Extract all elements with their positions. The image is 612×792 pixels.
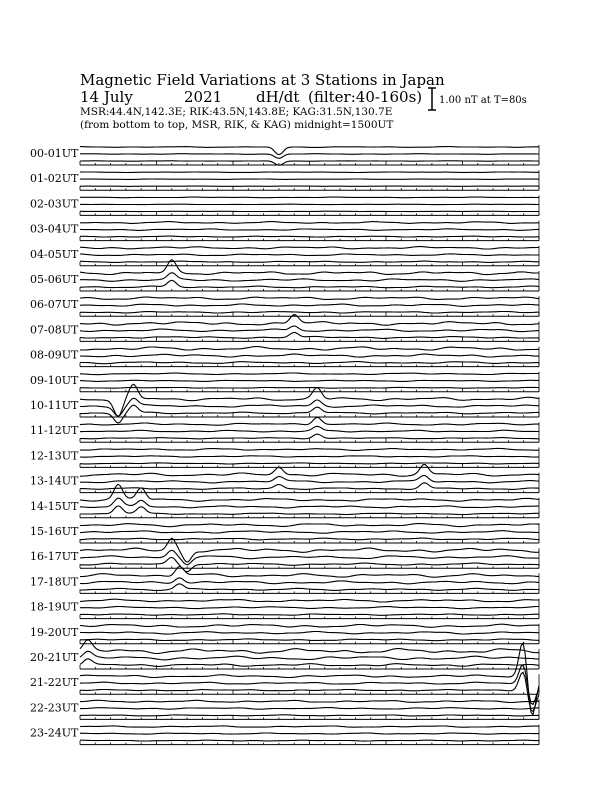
trace-rik [80, 550, 539, 564]
trace-msr [80, 434, 539, 439]
trace-kag [80, 197, 539, 198]
hour-label: 10-11UT [30, 399, 79, 412]
trace-msr [80, 387, 539, 388]
hour-label: 18-19UT [30, 600, 79, 614]
quantity-label: dH/dt [256, 88, 300, 106]
trace-rik [80, 380, 539, 381]
hour-label: 21-22UT [30, 676, 79, 690]
hour-label: 00-01UT [30, 147, 79, 160]
trace-rik [80, 254, 539, 256]
trace-rik [80, 154, 539, 159]
trace-rik [80, 229, 539, 231]
hour-label: 04-05UT [30, 247, 79, 261]
hour-label: 17-18UT [30, 575, 79, 589]
trace-msr [80, 557, 539, 571]
hour-label: 03-04UT [30, 222, 79, 236]
trace-rik [80, 607, 539, 609]
trace-rik [80, 708, 539, 710]
trace-rik [80, 426, 539, 432]
hour-label: 19-20UT [30, 625, 79, 639]
date-label: 14 July [80, 88, 133, 106]
trace-kag [80, 373, 539, 375]
trace-rik [80, 733, 539, 734]
hour-label: 07-08UT [30, 323, 79, 337]
station-order-note: (from bottom to top, MSR, RIK, & KAG) midnight=1500UT [80, 119, 394, 131]
trace-kag [80, 222, 539, 224]
station-coordinates: MSR:44.4N,142.3E; RIK:43.5N,143.8E; KAG:31.5N,130.7E [80, 106, 393, 118]
hour-label: 16-17UT [30, 550, 79, 564]
trace-msr [80, 715, 539, 716]
trace-kag [80, 624, 539, 627]
trace-msr [80, 538, 539, 540]
trace-msr [80, 236, 539, 237]
trace-rik [80, 354, 539, 357]
trace-kag [80, 172, 539, 173]
trace-kag [80, 599, 539, 602]
trace-kag [80, 247, 539, 249]
trace-rik [80, 665, 539, 705]
trace-kag [80, 297, 539, 299]
hour-label: 22-23UT [30, 701, 79, 715]
trace-rik [80, 632, 539, 635]
hour-label: 05-06UT [30, 273, 79, 286]
trace-rik [80, 204, 539, 205]
trace-kag [80, 700, 539, 702]
trace-rik [80, 304, 539, 306]
hour-label: 20-21UT [30, 651, 79, 664]
trace-rik [80, 476, 539, 483]
hour-label: 06-07UT [30, 298, 79, 312]
trace-kag [80, 726, 539, 727]
trace-kag [80, 448, 539, 450]
hour-label: 02-03UT [30, 197, 79, 211]
hour-label: 12-13UT [30, 449, 79, 463]
trace-kag [80, 643, 539, 714]
trace-rik [80, 456, 539, 457]
trace-rik [80, 326, 539, 332]
chart-title: Magnetic Field Variations at 3 Stations in Japan [80, 71, 445, 89]
trace-msr [80, 483, 539, 490]
hour-label: 08-09UT [30, 348, 79, 362]
scale-label: 1.00 nT at T=80s [439, 95, 527, 106]
hour-label: 01-02UT [30, 172, 79, 186]
hour-label: 11-12UT [30, 424, 79, 438]
trace-kag [80, 347, 539, 350]
trace-msr [80, 584, 539, 591]
trace-rik [80, 531, 539, 534]
filter-label: (filter:40-160s) [308, 88, 423, 106]
hour-label: 15-16UT [30, 525, 79, 538]
trace-kag [80, 524, 539, 527]
hour-label: 14-15UT [30, 499, 79, 513]
trace-msr [80, 312, 539, 314]
trace-msr [80, 280, 539, 287]
trace-rik [80, 578, 539, 584]
year-label: 2021 [184, 88, 223, 106]
hour-label: 13-14UT [30, 474, 79, 488]
trace-msr [80, 261, 539, 262]
trace-msr [80, 362, 539, 364]
trace-kag [80, 417, 539, 425]
hour-label: 23-24UT [30, 726, 79, 740]
hour-label: 09-10UT [30, 373, 79, 387]
trace-msr [80, 639, 539, 641]
